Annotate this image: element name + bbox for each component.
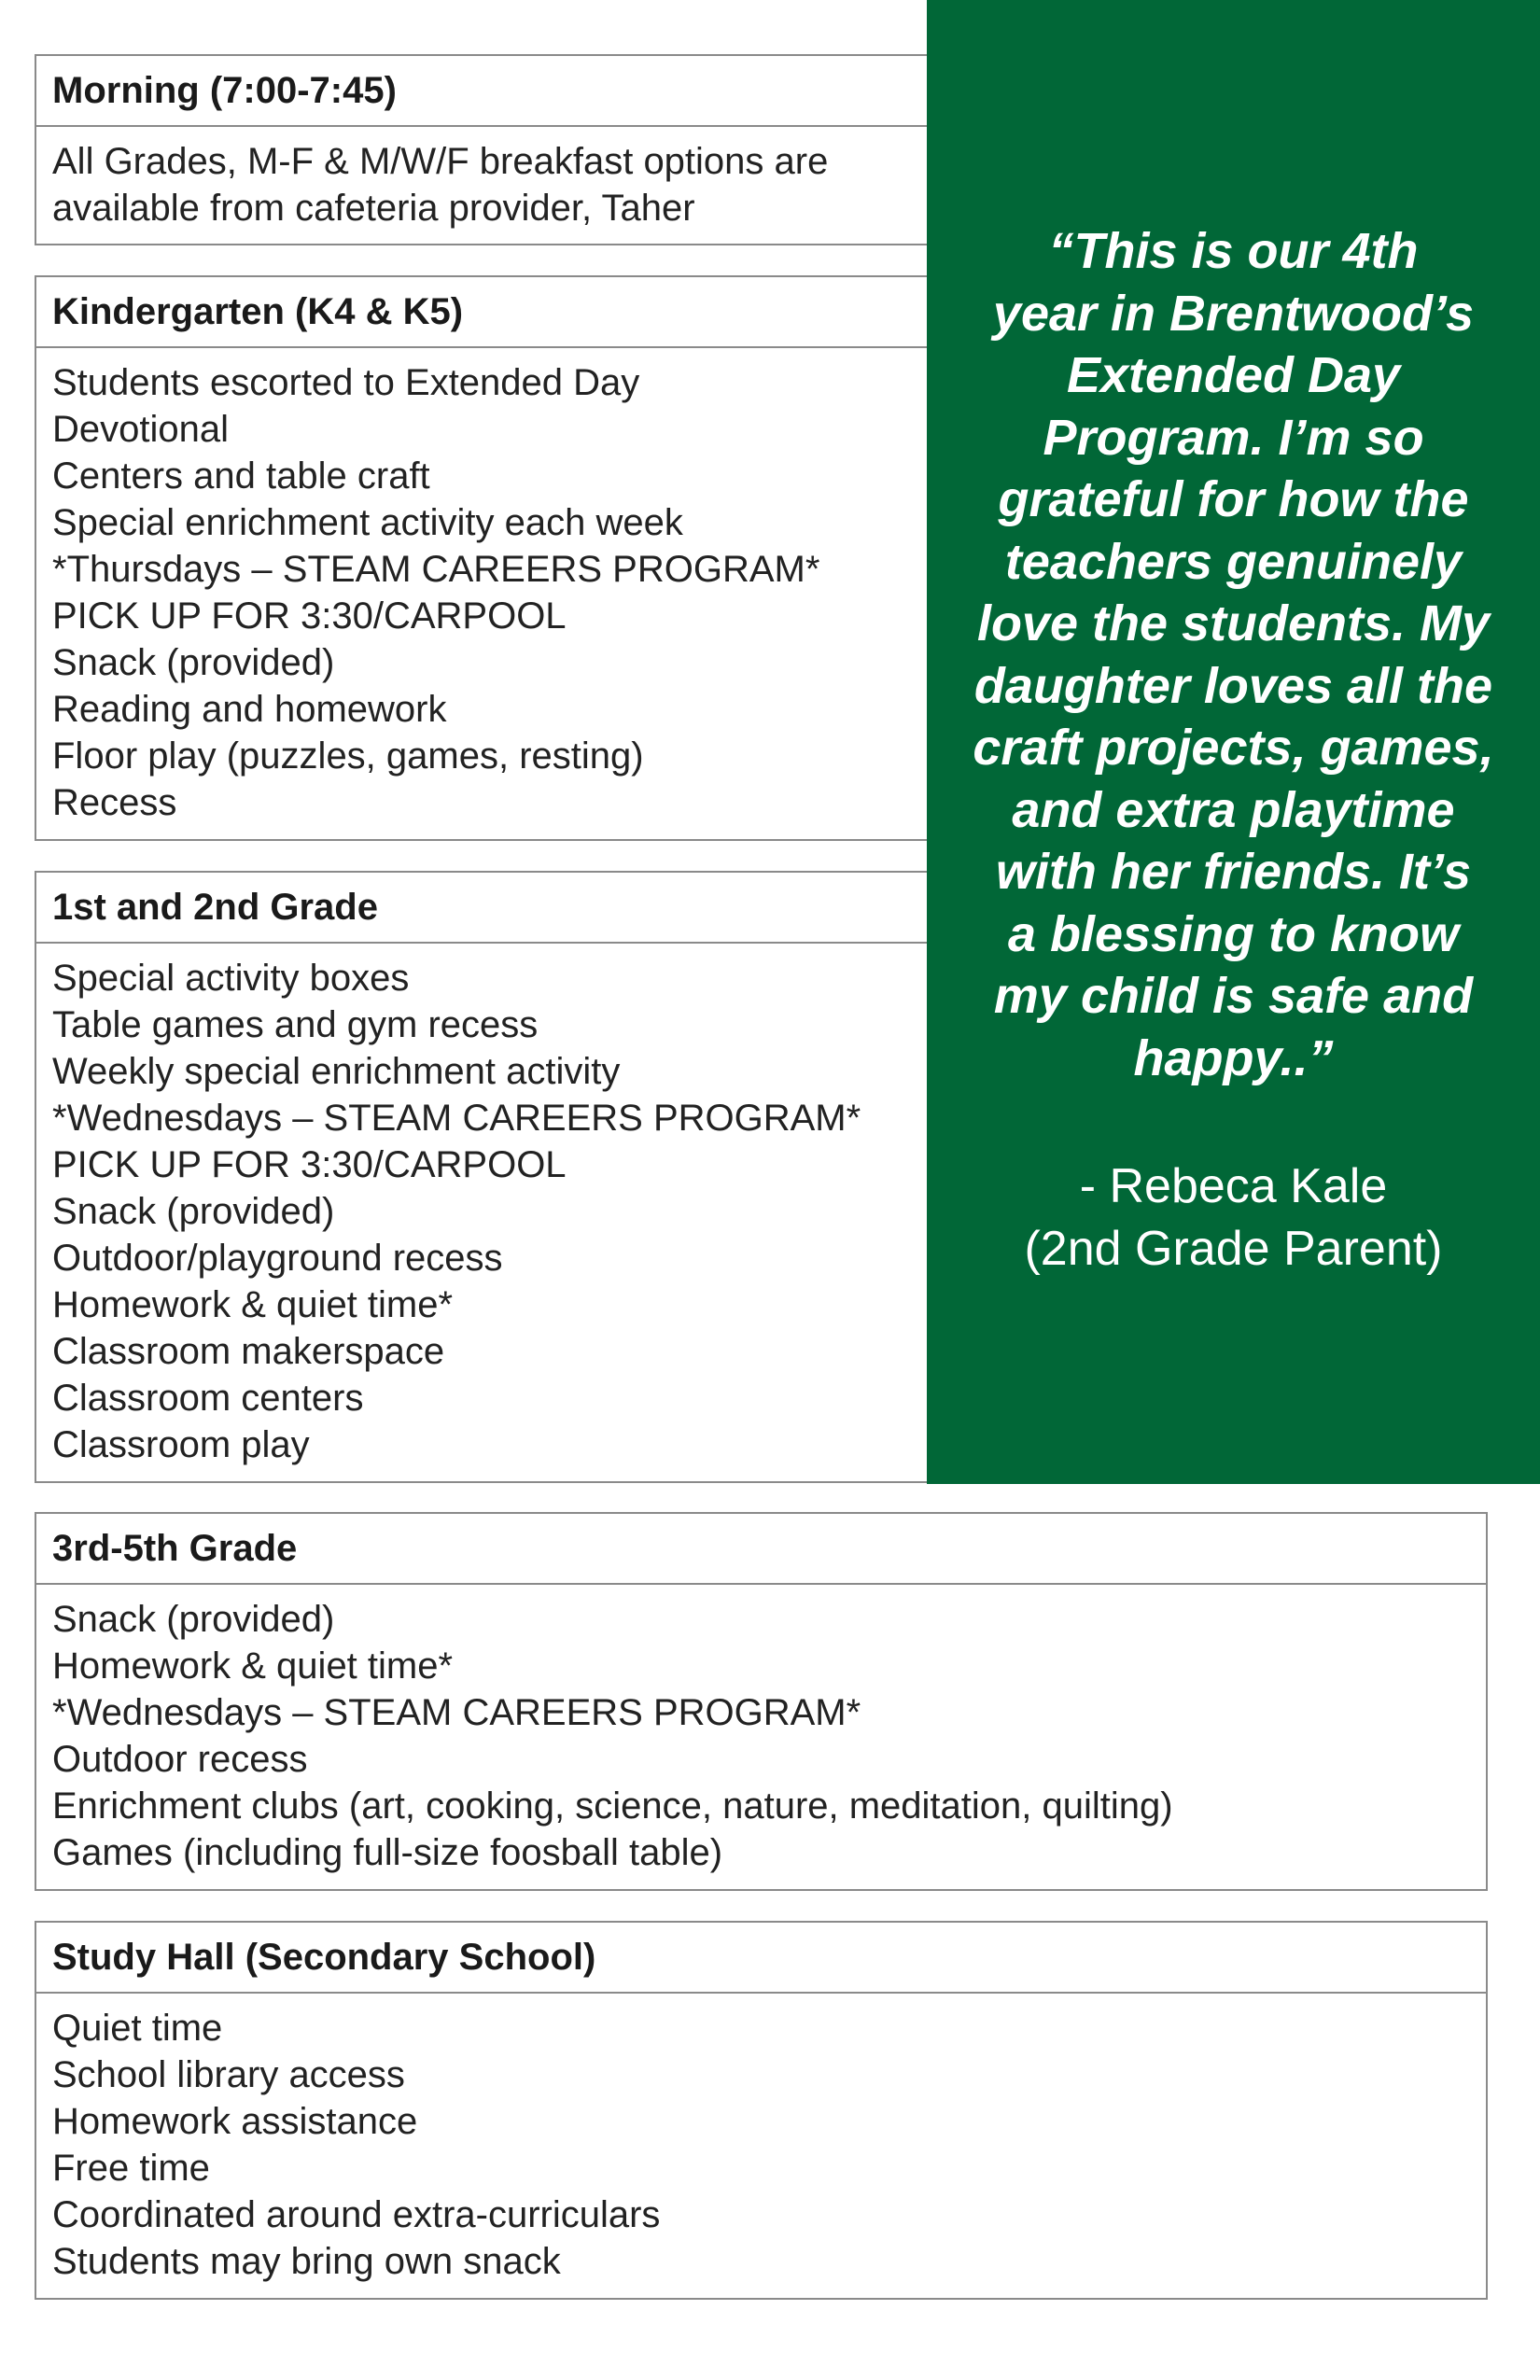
morning-title: Morning (7:00-7:45) bbox=[36, 56, 927, 127]
kindergarten-title: Kindergarten (K4 & K5) bbox=[36, 277, 927, 348]
testimonial-line: love the students. My bbox=[976, 595, 1491, 651]
testimonial-line: daughter loves all the bbox=[973, 657, 1493, 714]
testimonial-line: “This is our 4th bbox=[1048, 223, 1419, 279]
list-item: *Wednesdays – STEAM CAREERS PROGRAM* bbox=[52, 1692, 861, 1733]
testimonial-line: and extra playtime bbox=[1012, 781, 1455, 838]
list-item: Homework assistance bbox=[52, 2101, 418, 2142]
testimonial-line: year in Brentwood’s bbox=[992, 285, 1475, 342]
testimonial-line: a blessing to know bbox=[1007, 905, 1460, 962]
testimonial-line: Extended Day bbox=[1066, 347, 1401, 403]
list-item: Outdoor recess bbox=[52, 1739, 308, 1780]
testimonial-quote bbox=[945, 220, 1521, 1089]
list-item: Classroom play bbox=[52, 1424, 310, 1465]
list-item: Special activity boxes bbox=[52, 958, 410, 999]
testimonial-line: my child is safe and bbox=[993, 968, 1474, 1024]
study-hall-title: Study Hall (Secondary School) bbox=[36, 1923, 1486, 1994]
grade-3-5-title: 3rd-5th Grade bbox=[36, 1514, 1486, 1585]
list-item: All Grades, M-F & M/W/F breakfast options are bbox=[52, 141, 829, 182]
list-item: Homework & quiet time* bbox=[52, 1645, 454, 1687]
list-item: Students escorted to Extended Day bbox=[52, 362, 640, 403]
list-item: School library access bbox=[52, 2054, 405, 2095]
list-item: Floor play (puzzles, games, resting) bbox=[52, 735, 644, 777]
list-item: Homework & quiet time* bbox=[52, 1284, 454, 1325]
list-item: *Wednesdays – STEAM CAREERS PROGRAM* bbox=[52, 1098, 861, 1139]
list-item: Snack (provided) bbox=[52, 1191, 335, 1232]
kindergarten-section bbox=[35, 275, 929, 841]
list-item: Devotional bbox=[52, 409, 230, 450]
list-item: Outdoor/playground recess bbox=[52, 1238, 503, 1279]
testimonial-role: (2nd Grade Parent) bbox=[1024, 1222, 1443, 1276]
list-item: Snack (provided) bbox=[52, 1599, 335, 1640]
list-item: Students may bring own snack bbox=[52, 2241, 561, 2282]
list-item: Weekly special enrichment activity bbox=[52, 1051, 621, 1092]
morning-section bbox=[35, 54, 929, 245]
list-item: Recess bbox=[52, 782, 177, 823]
grade-3-5-section bbox=[35, 1512, 1488, 1891]
kindergarten-list bbox=[36, 348, 927, 826]
testimonial-line: grateful for how the bbox=[998, 471, 1469, 527]
list-item: Special enrichment activity each week bbox=[52, 502, 683, 543]
study-hall-section bbox=[35, 1921, 1488, 2300]
grade-1-2-section bbox=[35, 871, 929, 1483]
list-item: *Thursdays – STEAM CAREERS PROGRAM* bbox=[52, 549, 820, 590]
testimonial-line: Program. I’m so bbox=[1043, 409, 1424, 466]
testimonial-line: happy..” bbox=[1133, 1029, 1334, 1086]
list-item: Table games and gym recess bbox=[52, 1004, 539, 1045]
list-item: PICK UP FOR 3:30/CARPOOL bbox=[52, 1144, 567, 1185]
list-item: Classroom centers bbox=[52, 1378, 364, 1419]
grade-1-2-list bbox=[36, 944, 927, 1468]
testimonial-line: teachers genuinely bbox=[1004, 533, 1463, 590]
testimonial-line: craft projects, games, bbox=[973, 720, 1494, 776]
morning-list bbox=[36, 127, 927, 231]
list-item: Games (including full-size foosball table) bbox=[52, 1832, 723, 1873]
list-item: Centers and table craft bbox=[52, 455, 430, 497]
list-item: PICK UP FOR 3:30/CARPOOL bbox=[52, 595, 567, 637]
list-item: Reading and homework bbox=[52, 689, 447, 730]
list-item: Coordinated around extra-curriculars bbox=[52, 2194, 661, 2235]
grade-1-2-title: 1st and 2nd Grade bbox=[36, 873, 927, 944]
list-item: Free time bbox=[52, 2148, 210, 2189]
list-item: Quiet time bbox=[52, 2008, 223, 2049]
testimonial-author: - Rebeca Kale bbox=[1079, 1159, 1388, 1213]
study-hall-list bbox=[36, 1994, 1486, 2285]
list-item: available from cafeteria provider, Taher bbox=[52, 188, 695, 229]
list-item: Enrichment clubs (art, cooking, science, nature, meditation, quilting) bbox=[52, 1785, 1173, 1827]
grade-3-5-list bbox=[36, 1585, 1486, 1876]
testimonial-panel bbox=[927, 0, 1540, 1484]
testimonial-line: with her friends. It’s bbox=[995, 844, 1472, 900]
list-item: Snack (provided) bbox=[52, 642, 335, 683]
list-item: Classroom makerspace bbox=[52, 1331, 445, 1372]
